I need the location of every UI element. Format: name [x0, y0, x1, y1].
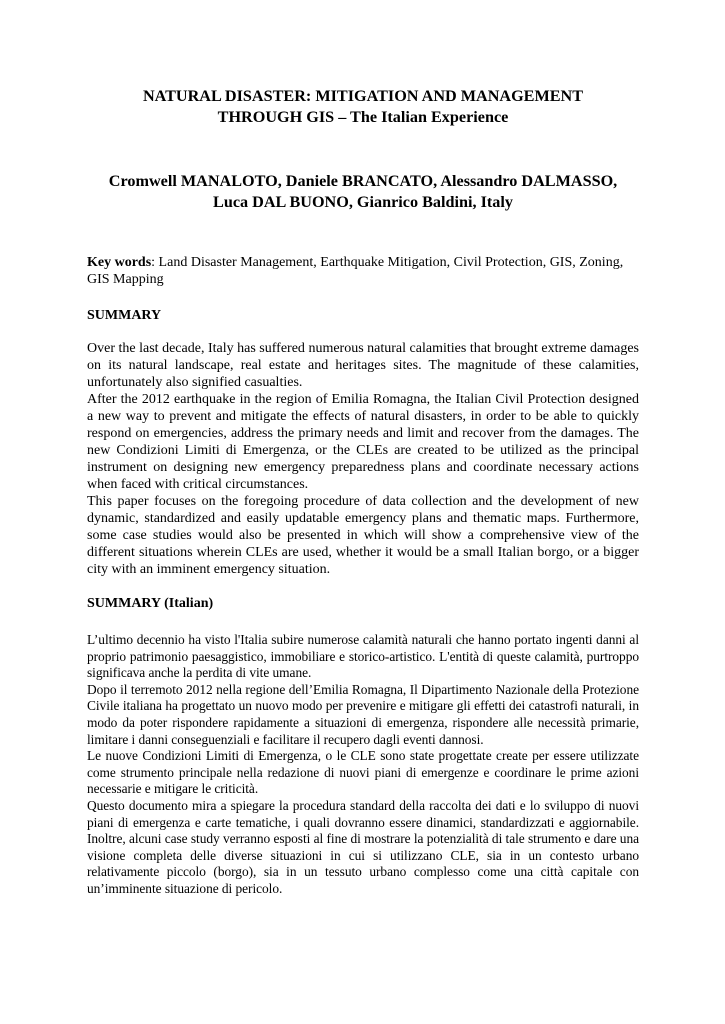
summary-paragraph: Over the last decade, Italy has suffered numerous natural calamities that brought extreme damages on its natural landscape, real estate and heritages sites. The magnitude of these calamities, unfortunately also signified casualties. [87, 341, 639, 390]
author-list-line-2: Luca DAL BUONO, Gianrico Baldini, Italy [213, 193, 513, 211]
summary-italian-heading: SUMMARY (Italian) [87, 596, 214, 611]
author-list [87, 171, 639, 213]
summary-italian-paragraph: Dopo il terremoto 2012 nella regione dell’Emilia Romagna, Il Dipartimento Nazionale della Protezione Civile italiana ha progettato un nuovo modo per prevenire e mitigare gli effetti dei catastrofi naturali, in modo da poter rispondere rapidamente a situazioni di emergenza, rispondere alle necessità primarie, limitare i danni conseguenziali e facilitare il recupero dagli eventi dannosi. [87, 681, 639, 747]
paper-title-line-1: NATURAL DISASTER: MITIGATION AND MANAGEMENT [142, 87, 584, 105]
summary-heading: SUMMARY [87, 308, 162, 323]
paper-title-line-2: THROUGH GIS – The Italian Experience [217, 108, 509, 126]
summary-italian-body [87, 632, 639, 898]
keywords-label: Key words [87, 255, 152, 270]
summary-italian-paragraph: Le nuove Condizioni Limiti di Emergenza, o le CLE sono state progettate create per essere utilizzate come strumento principale nella redazione di nuovi piani di emergenze e coordinare le prime azioni necessarie e mitigare le criticità. [87, 748, 639, 797]
summary-italian-paragraph: Questo documento mira a spiegare la procedura standard della raccolta dei dati e lo sviluppo di nuovi piani di emergenza e carte tematiche, i quali dovranno essere dinamici, standardizzati e aggiornabile. Inoltre, alcuni case study verranno esposti al fine di mostrare la potenzialità di tale strumento e dare una visione completa delle diverse situazioni in cui si utilizzano CLE, sia in un contesto urbano relativamente piccolo (borgo), sia in un tessuto urbano complesso come una città capitale con un’imminente situazione di pericolo. [87, 797, 639, 896]
summary-body [87, 340, 639, 578]
paper-title [87, 86, 639, 128]
paper-page [87, 86, 639, 898]
author-list-line-1: Cromwell MANALOTO, Daniele BRANCATO, Alessandro DALMASSO, [108, 172, 618, 190]
summary-italian-paragraph: L’ultimo decennio ha visto l'Italia subire numerose calamità naturali che hanno portato ingenti danni al proprio patrimonio paesaggistico, immobiliare e storico-artistico. L'entità di queste calamità, purtroppo significava anche la perdita di vite umane. [87, 632, 639, 681]
keywords-text: : Land Disaster Management, Earthquake Mitigation, Civil Protection, GIS, Zoning, GIS Mapping [87, 255, 624, 287]
summary-paragraph: This paper focuses on the foregoing procedure of data collection and the development of new dynamic, standardized and easily updatable emergency plans and thematic maps. Furthermore, some case studies would also be presented in which will show a comprehensive view of the different situations wherein CLEs are used, whether it would be a small Italian borgo, or a bigger city with an imminent emergency situation. [87, 494, 639, 577]
summary-paragraph: After the 2012 earthquake in the region of Emilia Romagna, the Italian Civil Protection designed a new way to prevent and mitigate the effects of natural disasters, in order to be able to quickly respond on emergencies, address the primary needs and limit and recover from the damages. The new Condizioni Limiti di Emergenza, or the CLEs are created to be utilized as the principal instrument on designing new emergency preparedness plans and coordinate necessary actions when faced with critical circumstances. [87, 392, 639, 492]
keywords [87, 254, 639, 288]
